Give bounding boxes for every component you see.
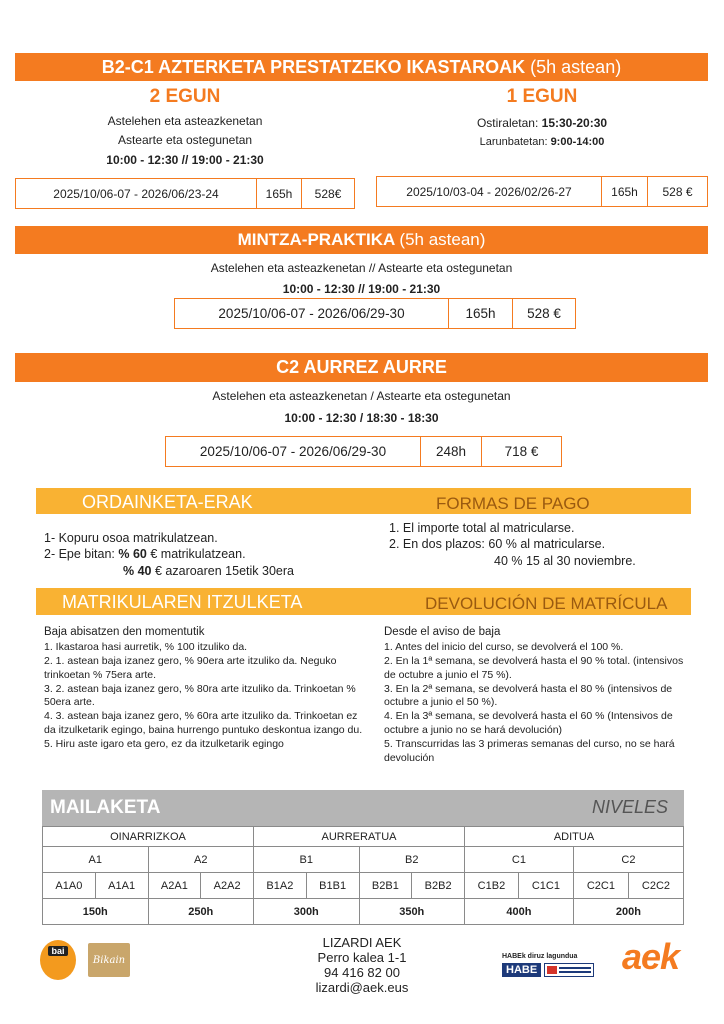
level-cell: C2 (573, 847, 683, 873)
refund-es-heading: Desde el aviso de baja (384, 626, 501, 638)
sublevel-cell: B2B2 (412, 873, 465, 899)
b2c1-right-line1 (376, 116, 708, 130)
refund-eu-item: 4. 3. astean baja izanez gero, % 60ra arte itzuliko da. Trinkoetan ez da itzulketarik egingo, baina hurrengo puntuko deskontua izango du. (44, 710, 363, 737)
mintza-dates: 2025/10/06-07 - 2026/06/29-30 (175, 299, 449, 328)
b2c1-left-line2: Astearte eta ostegunetan (117, 133, 253, 147)
b2c1-left-duration: 165h (257, 179, 302, 208)
refund-es-item: 5. Transcurridas las 3 primeras semanas del curso, no se hará devolución (384, 738, 675, 764)
b2c1-right-duration: 165h (602, 177, 648, 206)
sublevel-cell: C1C1 (518, 873, 573, 899)
mintza-hours: 10:00 - 12:30 // 19:00 - 21:30 (282, 282, 441, 296)
b2c1-title-small: (5h astean) (530, 57, 622, 77)
refund-title-eu: MATRIKULAREN ITZULKETA (62, 592, 303, 612)
levels-title-eu: MAILAKETA (50, 797, 161, 818)
hours-cell: 200h (573, 899, 683, 925)
mintza-title-bar (15, 226, 708, 254)
payment-eu-line2-pre: 2- Epe bitan: (44, 547, 115, 562)
refund-es-item: 3. En la 2ª semana, se devolverá hasta el 80 % (intensivos de octubre a junio el 50 %). (384, 682, 673, 709)
refund-eu-item: 2. 1. astean baja izanez gero, % 90era arte itzuliko da. Neguko trinkoetan % 75era arte. (44, 654, 337, 681)
sublevel-cell: C2C1 (573, 873, 628, 899)
b2c1-title: B2-C1 AZTERKETA PRESTATZEKO IKASTAROAK (101, 57, 526, 77)
bikain-logo (88, 943, 130, 977)
level-cell: A2 (148, 847, 254, 873)
b2c1-right-line2-label: Larunbatetan: (479, 136, 548, 148)
level-group: ADITUA (465, 827, 684, 847)
payment-title-eu: ORDAINKETA-ERAK (82, 492, 253, 512)
payment-eu-line3 (44, 563, 374, 579)
b2c1-left-price: 528€ (314, 186, 342, 201)
b2c1-right-line1-label: Ostiraletan: (476, 116, 539, 130)
levels-title-es: NIVELES (591, 797, 668, 817)
b2c1-right-box (376, 176, 708, 207)
payment-es (389, 520, 699, 569)
mintza-title: MINTZA-PRAKTIKA (237, 230, 395, 249)
bai-logo (40, 940, 76, 980)
b2c1-right-line1-value: 15:30-20:30 (541, 116, 608, 130)
sublevel-cell: A1A1 (95, 873, 148, 899)
payment-eu (44, 530, 374, 579)
b2c1-left-line1: Astelehen eta asteazkenetan (107, 114, 263, 128)
b2c1-left-heading: 2 EGUN (149, 86, 221, 107)
refund-es (384, 626, 684, 766)
sublevel-cell: A2A1 (148, 873, 201, 899)
habe-logo (502, 953, 600, 977)
c2-hours: 10:00 - 12:30 / 18:30 - 18:30 (284, 411, 439, 425)
footer-name: LIZARDI AEK (322, 935, 402, 950)
footer-contact (262, 935, 462, 995)
level-cell: B2 (359, 847, 465, 873)
c2-price: 718 € (504, 444, 539, 459)
payment-eu-line3-pct: % 40 (123, 563, 152, 578)
levels-table-wrap (42, 826, 684, 925)
footer-street: Perro kalea 1-1 (317, 950, 407, 965)
payment-eu-line2 (44, 546, 374, 562)
refund-eu (44, 626, 364, 752)
b2c1-left-hours: 10:00 - 12:30 // 19:00 - 21:30 (106, 153, 264, 167)
habe-text: HABE (502, 963, 541, 977)
payment-es-line1: 1. El importe total al matricularse. (389, 521, 575, 535)
mintza-duration: 165h (449, 299, 513, 328)
refund-es-item: 2. En la 1ª semana, se devolverá hasta el 90 % total. (intensivos de octubre a junio el 75 %). (384, 654, 684, 681)
c2-days: Astelehen eta asteazkenetan / Astearte eta ostegunetan (212, 389, 511, 403)
c2-title-bar (15, 353, 708, 382)
mintza-days: Astelehen eta asteazkenetan // Astearte eta ostegunetan (210, 261, 513, 275)
aek-logo: aek (622, 936, 680, 977)
b2c1-left (15, 86, 355, 167)
sublevel-cell: B1B1 (306, 873, 359, 899)
payment-eu-line1: 1- Kopuru osoa matrikulatzean. (44, 531, 218, 545)
level-group: AURRERATUA (254, 827, 465, 847)
refund-eu-item: 1. Ikastaroa hasi aurretik, % 100 itzuliko da. (44, 641, 248, 653)
sublevel-cell: B2B1 (359, 873, 412, 899)
payment-es-line2: 2. En dos plazos: 60 % al matricularse. (389, 537, 606, 552)
footer-phone: 94 416 82 00 (324, 965, 400, 980)
payment-eu-line2-post: € matrikulatzean. (150, 547, 246, 562)
habe-badge (502, 963, 600, 977)
b2c1-right-heading: 1 EGUN (506, 86, 578, 107)
b2c1-left-dates: 2025/10/06-07 - 2026/06/23-24 (16, 179, 257, 208)
levels-table (42, 826, 684, 925)
bai-logo-text: bai (48, 946, 67, 956)
bikain-logo-text: Bikain (92, 954, 126, 966)
payment-eu-line3-post: € azaroaren 15etik 30era (154, 563, 294, 578)
c2-dates: 2025/10/06-07 - 2026/06/29-30 (166, 437, 421, 466)
sublevel-cell: C1B2 (465, 873, 519, 899)
refund-eu-item: 3. 2. astean baja izanez gero, % 80ra arte itzuliko da. Trinkoetan % 50era arte. (44, 682, 356, 709)
refund-eu-item: 5. Hiru aste igaro eta gero, ez da itzulketarik egingo (44, 738, 284, 751)
level-cell: C1 (465, 847, 574, 873)
sublevel-cell: A2A2 (201, 873, 254, 899)
b2c1-right-line2-value: 9:00-14:00 (550, 136, 605, 148)
b2c1-right-price: 528 € (662, 184, 693, 199)
b2c1-right-line2 (376, 136, 708, 148)
mintza-price: 528 € (527, 306, 561, 321)
level-cell: B1 (254, 847, 360, 873)
sublevel-cell: A1A0 (43, 873, 96, 899)
levels-title-bar (42, 790, 684, 826)
level-cell: A1 (43, 847, 149, 873)
hours-cell: 300h (254, 899, 360, 925)
mintza-title-small: (5h astean) (399, 230, 486, 249)
refund-es-item: 1. Antes del inicio del curso, se devolverá el 100 %. (384, 641, 624, 653)
hours-cell: 350h (359, 899, 465, 925)
refund-eu-heading: Baja abisatzen den momentutik (44, 626, 205, 638)
level-group: OINARRIZKOA (43, 827, 254, 847)
sublevel-cell: C2C2 (628, 873, 683, 899)
payment-title-es: FORMAS DE PAGO (436, 494, 590, 513)
refund-title-es: DEVOLUCIÓN DE MATRÍCULA (425, 594, 668, 613)
b2c1-left-box (15, 178, 355, 209)
b2c1-right-dates: 2025/10/03-04 - 2026/02/26-27 (377, 177, 602, 206)
hours-cell: 150h (43, 899, 149, 925)
sublevel-cell: B1A2 (254, 873, 307, 899)
mintza-box (174, 298, 576, 329)
b2c1-title-bar (15, 53, 708, 81)
habe-caption: HABEk diruz lagundua (502, 953, 578, 960)
c2-duration: 248h (421, 437, 482, 466)
hours-cell: 400h (465, 899, 574, 925)
c2-box (165, 436, 562, 467)
hours-cell: 250h (148, 899, 254, 925)
payment-es-line3: 40 % 15 al 30 noviembre. (494, 553, 636, 568)
c2-title: C2 AURREZ AURRE (276, 357, 447, 377)
refund-es-item: 4. En la 3ª semana, se devolverá hasta el 60 % (Intensivos de octubre a junio no se hará devolución) (384, 710, 673, 737)
basque-gov-icon (544, 963, 594, 977)
payment-eu-line2-pct: % 60 (118, 547, 147, 562)
footer-email: lizardi@aek.eus (315, 980, 409, 995)
b2c1-right (376, 86, 708, 148)
